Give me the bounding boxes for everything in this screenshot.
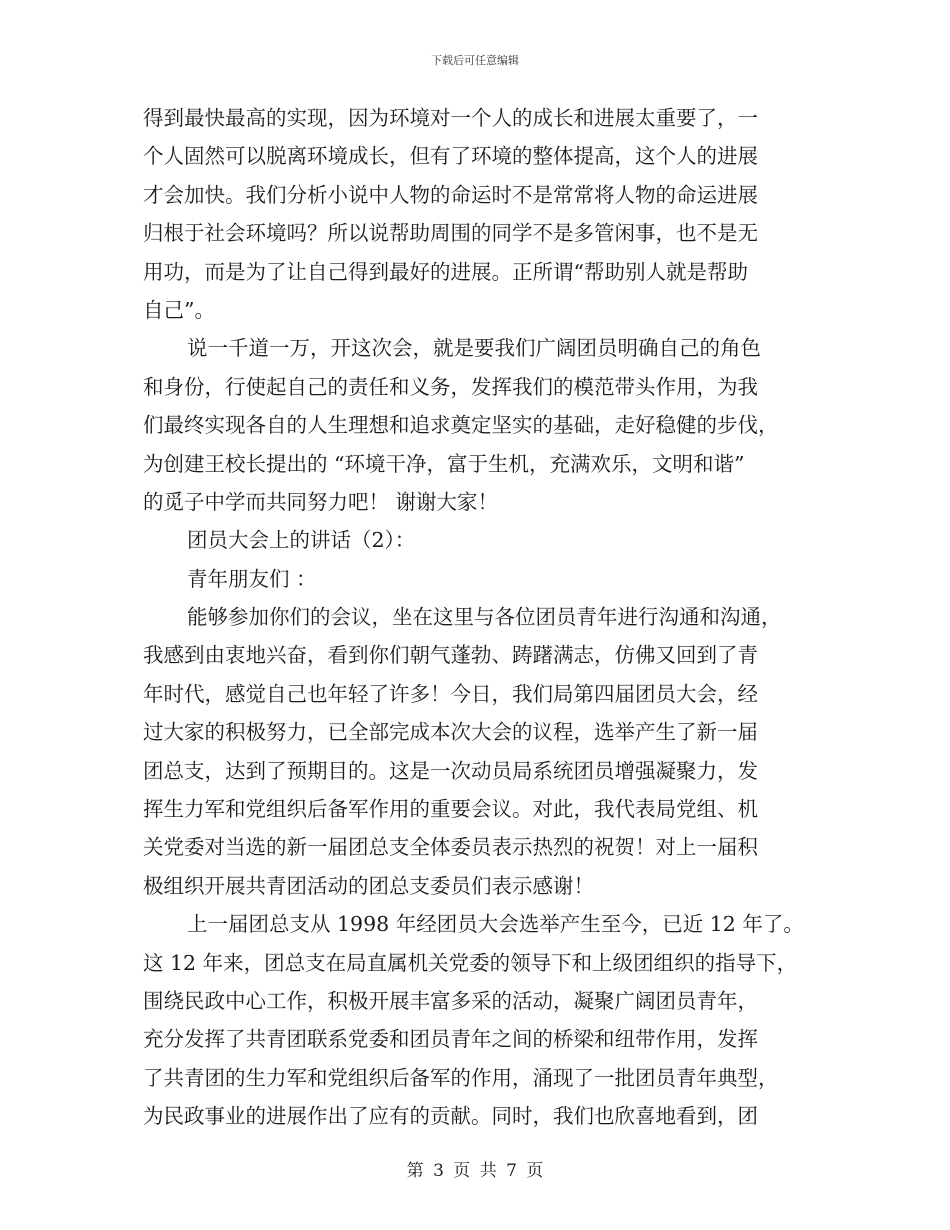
text-line: 挥生力军和党组织后备军作用的重要会议。对此，我代表局党组、机	[143, 797, 758, 822]
text-line: 团总支，达到了预期目的。这是一次动员局系统团员增强凝聚力，发	[143, 758, 758, 783]
paragraph-start: 说一千道一万，开这次会，就是要我们广阔团员明确自己的角色	[187, 336, 761, 361]
text-line: 和身份，行使起自己的责任和义务，发挥我们的模范带头作用，为我	[143, 374, 758, 399]
text-line: 围绕民政中心工作，积极开展丰富多采的活动，凝聚广阔团员青年，	[143, 988, 758, 1013]
paragraph-start: 能够参加你们的会议，坐在这里与各位团员青年进行沟通和沟通，	[187, 605, 782, 630]
text-line: 了共青团的生力军和党组织后备军的作用，涌现了一批团员青年典型，	[143, 1065, 779, 1090]
text-line: 的觅子中学而共同努力吧！ 谢谢大家！	[143, 489, 499, 514]
text-line: 年时代，感觉自己也年轻了许多！今日，我们局第四届团员大会，经	[143, 681, 758, 706]
text-line: 用功，而是为了让自己得到最好的进展。正所谓“帮助别人就是帮助	[143, 259, 748, 284]
salutation: 青年朋友们 ：	[187, 566, 317, 591]
text-line: 充分发挥了共青团联系党委和团员青年之间的桥梁和纽带作用，发挥	[143, 1027, 758, 1052]
text-line: 我感到由衷地兴奋，看到你们朝气蓬勃、踌躇满志，仿佛又回到了青	[143, 643, 758, 668]
text-line: 归根于社会环境吗？所以说帮助周围的同学不是多管闲事，也不是无	[143, 221, 758, 246]
text-line: 才会加快。我们分析小说中人物的命运时不是常常将人物的命运进展	[143, 182, 758, 207]
text-line: 自己”。	[143, 297, 215, 322]
document-body	[143, 99, 818, 1136]
section-heading: 团员大会上的讲话（2）：	[187, 528, 416, 553]
page-header: 下载后可任意编辑	[431, 54, 519, 67]
text-line: 为创建王校长提出的 “环境干净，富于生机，充满欢乐，文明和谐”	[143, 451, 745, 476]
text-line: 这 12 年来，团总支在局直属机关党委的领导下和上级团组织的指导下，	[143, 950, 798, 975]
text-line: 过大家的积极努力，已全部完成本次大会的议程，选举产生了新一届	[143, 720, 758, 745]
text-line: 为民政事业的进展作出了应有的贡献。同时，我们也欣喜地看到，团	[143, 1104, 758, 1129]
page-footer: 第 3 页 共 7 页	[406, 1161, 544, 1181]
paragraph-start: 上一届团总支从 1998 年经团员大会选举产生至今，已近 12 年了。	[187, 912, 804, 937]
text-line: 极组织开展共青团活动的团总支委员们表示感谢！	[143, 873, 594, 898]
text-line: 得到最快最高的实现，因为环境对一个人的成长和进展太重要了，一	[143, 106, 758, 130]
text-line: 们最终实现各自的人生理想和追求奠定坚实的基础，走好稳健的步伐，	[143, 413, 779, 438]
text-line: 关党委对当选的新一届团总支全体委员表示热烈的祝贺！对上一届积	[143, 835, 758, 860]
text-line: 个人固然可以脱离环境成长，但有了环境的整体提高，这个人的进展	[143, 144, 758, 169]
